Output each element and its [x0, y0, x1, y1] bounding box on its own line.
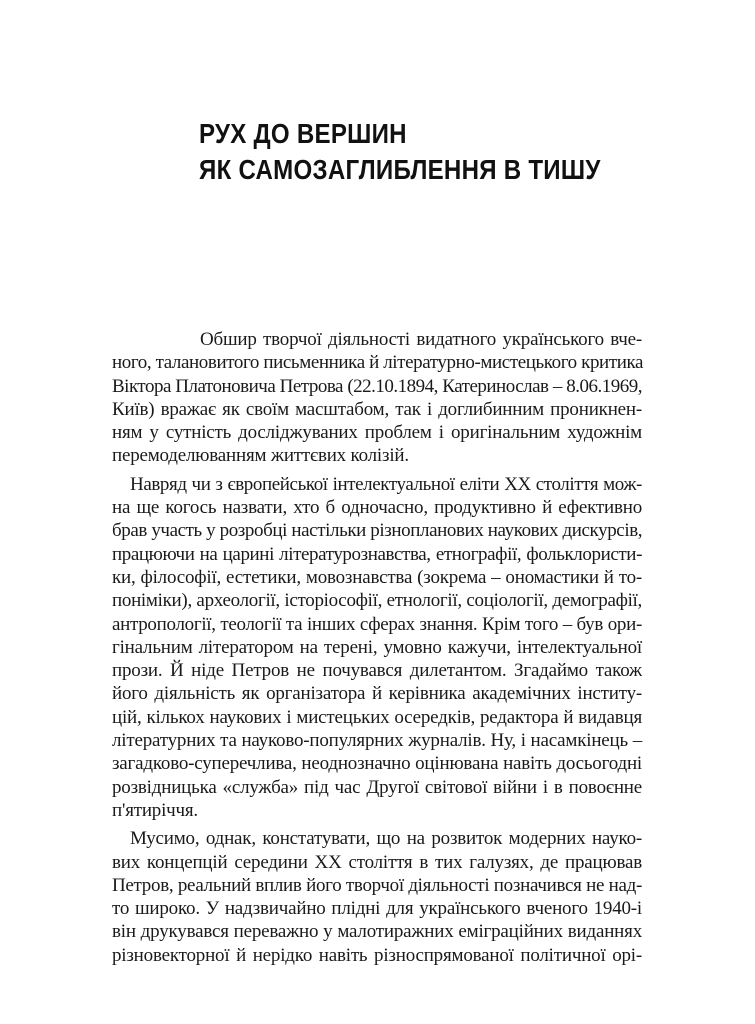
text-line: літературних та науково-популярних журналів. Ну, і насамкінець – — [112, 730, 642, 752]
heading-line-2: ЯК САМОЗАГЛИБЛЕННЯ В ТИШУ — [199, 154, 601, 185]
text-line: ного, талановитого письменника й літературно-мистецького критика — [112, 352, 644, 374]
text-line: Обшир творчої діяльності видатного українського вче- — [200, 329, 642, 350]
text-line: Київ) вражає як своїм масштабом, так і доглибинним проникнен- — [112, 398, 642, 420]
body-text — [112, 328, 642, 967]
text-line: гінальним літератором на терені, умовно кажучи, інтелектуальної — [112, 636, 642, 658]
text-line: різновекторної й нерідко навіть різноспрямованої політичної орі- — [112, 944, 642, 966]
text-line: ням у сутність досліджуваних проблем і оригінальним художнім — [112, 422, 642, 444]
text-line: Навряд чи з європейської інтелектуальної еліти ХХ століття мож- — [130, 473, 642, 495]
heading-line-1: РУХ ДО ВЕРШИН — [199, 118, 407, 149]
text-line: Мусимо, однак, констатувати, що на розвиток модерних науко- — [130, 828, 642, 850]
text-line: прози. Й ніде Петров не почувався дилетантом. Згадаймо також — [112, 660, 642, 682]
text-line: його діяльність як організатора й керівника академічних інститу- — [112, 683, 642, 705]
text-line: брав участь у розробці настільки різнопланових наукових дискурсів, — [112, 520, 643, 542]
paragraph-2 — [112, 473, 642, 822]
paragraph-1 — [112, 328, 642, 468]
paragraph-3 — [112, 827, 642, 967]
text-line: працюючи на царині літературознавства, етнографії, фольклористи- — [112, 543, 642, 565]
text-line: п'ятиріччя. — [112, 799, 198, 821]
text-line: то широко. У надзвичайно плідні для українського вченого 1940-і — [112, 898, 642, 920]
text-line: він друкувався переважно у малотиражних еміграційних виданнях — [112, 921, 642, 943]
text-line: на ще когось назвати, хто б одночасно, продуктивно й ефективно — [112, 497, 642, 519]
text-line: вих концепцій середини ХХ століття в тих галузях, де працював — [112, 851, 642, 873]
text-line: Віктора Платоновича Петрова (22.10.1894, Катеринослав – 8.06.1969, — [112, 375, 642, 397]
chapter-heading — [199, 116, 601, 188]
text-line: розвідницька «служба» під час Другої світової війни і в повоєнне — [112, 776, 642, 798]
text-line: загадково-суперечлива, неоднозначно оцінювана навіть досьогодні — [112, 753, 642, 775]
text-line: поніміки), археології, історіософії, етнології, соціології, демографії, — [112, 590, 642, 612]
text-line: Петров, реальний вплив його творчої діяльності позначився не над- — [112, 874, 642, 896]
text-line: ки, філософії, естетики, мовознавства (зокрема – ономастики й то- — [112, 566, 642, 588]
text-line: перемоделюванням життєвих колізій. — [112, 445, 409, 467]
text-line: цій, кількох наукових і мистецьких осередків, редактора й видавця — [112, 706, 642, 728]
text-line: антропології, теології та інших сферах знання. Крім того – був ори- — [112, 613, 642, 635]
